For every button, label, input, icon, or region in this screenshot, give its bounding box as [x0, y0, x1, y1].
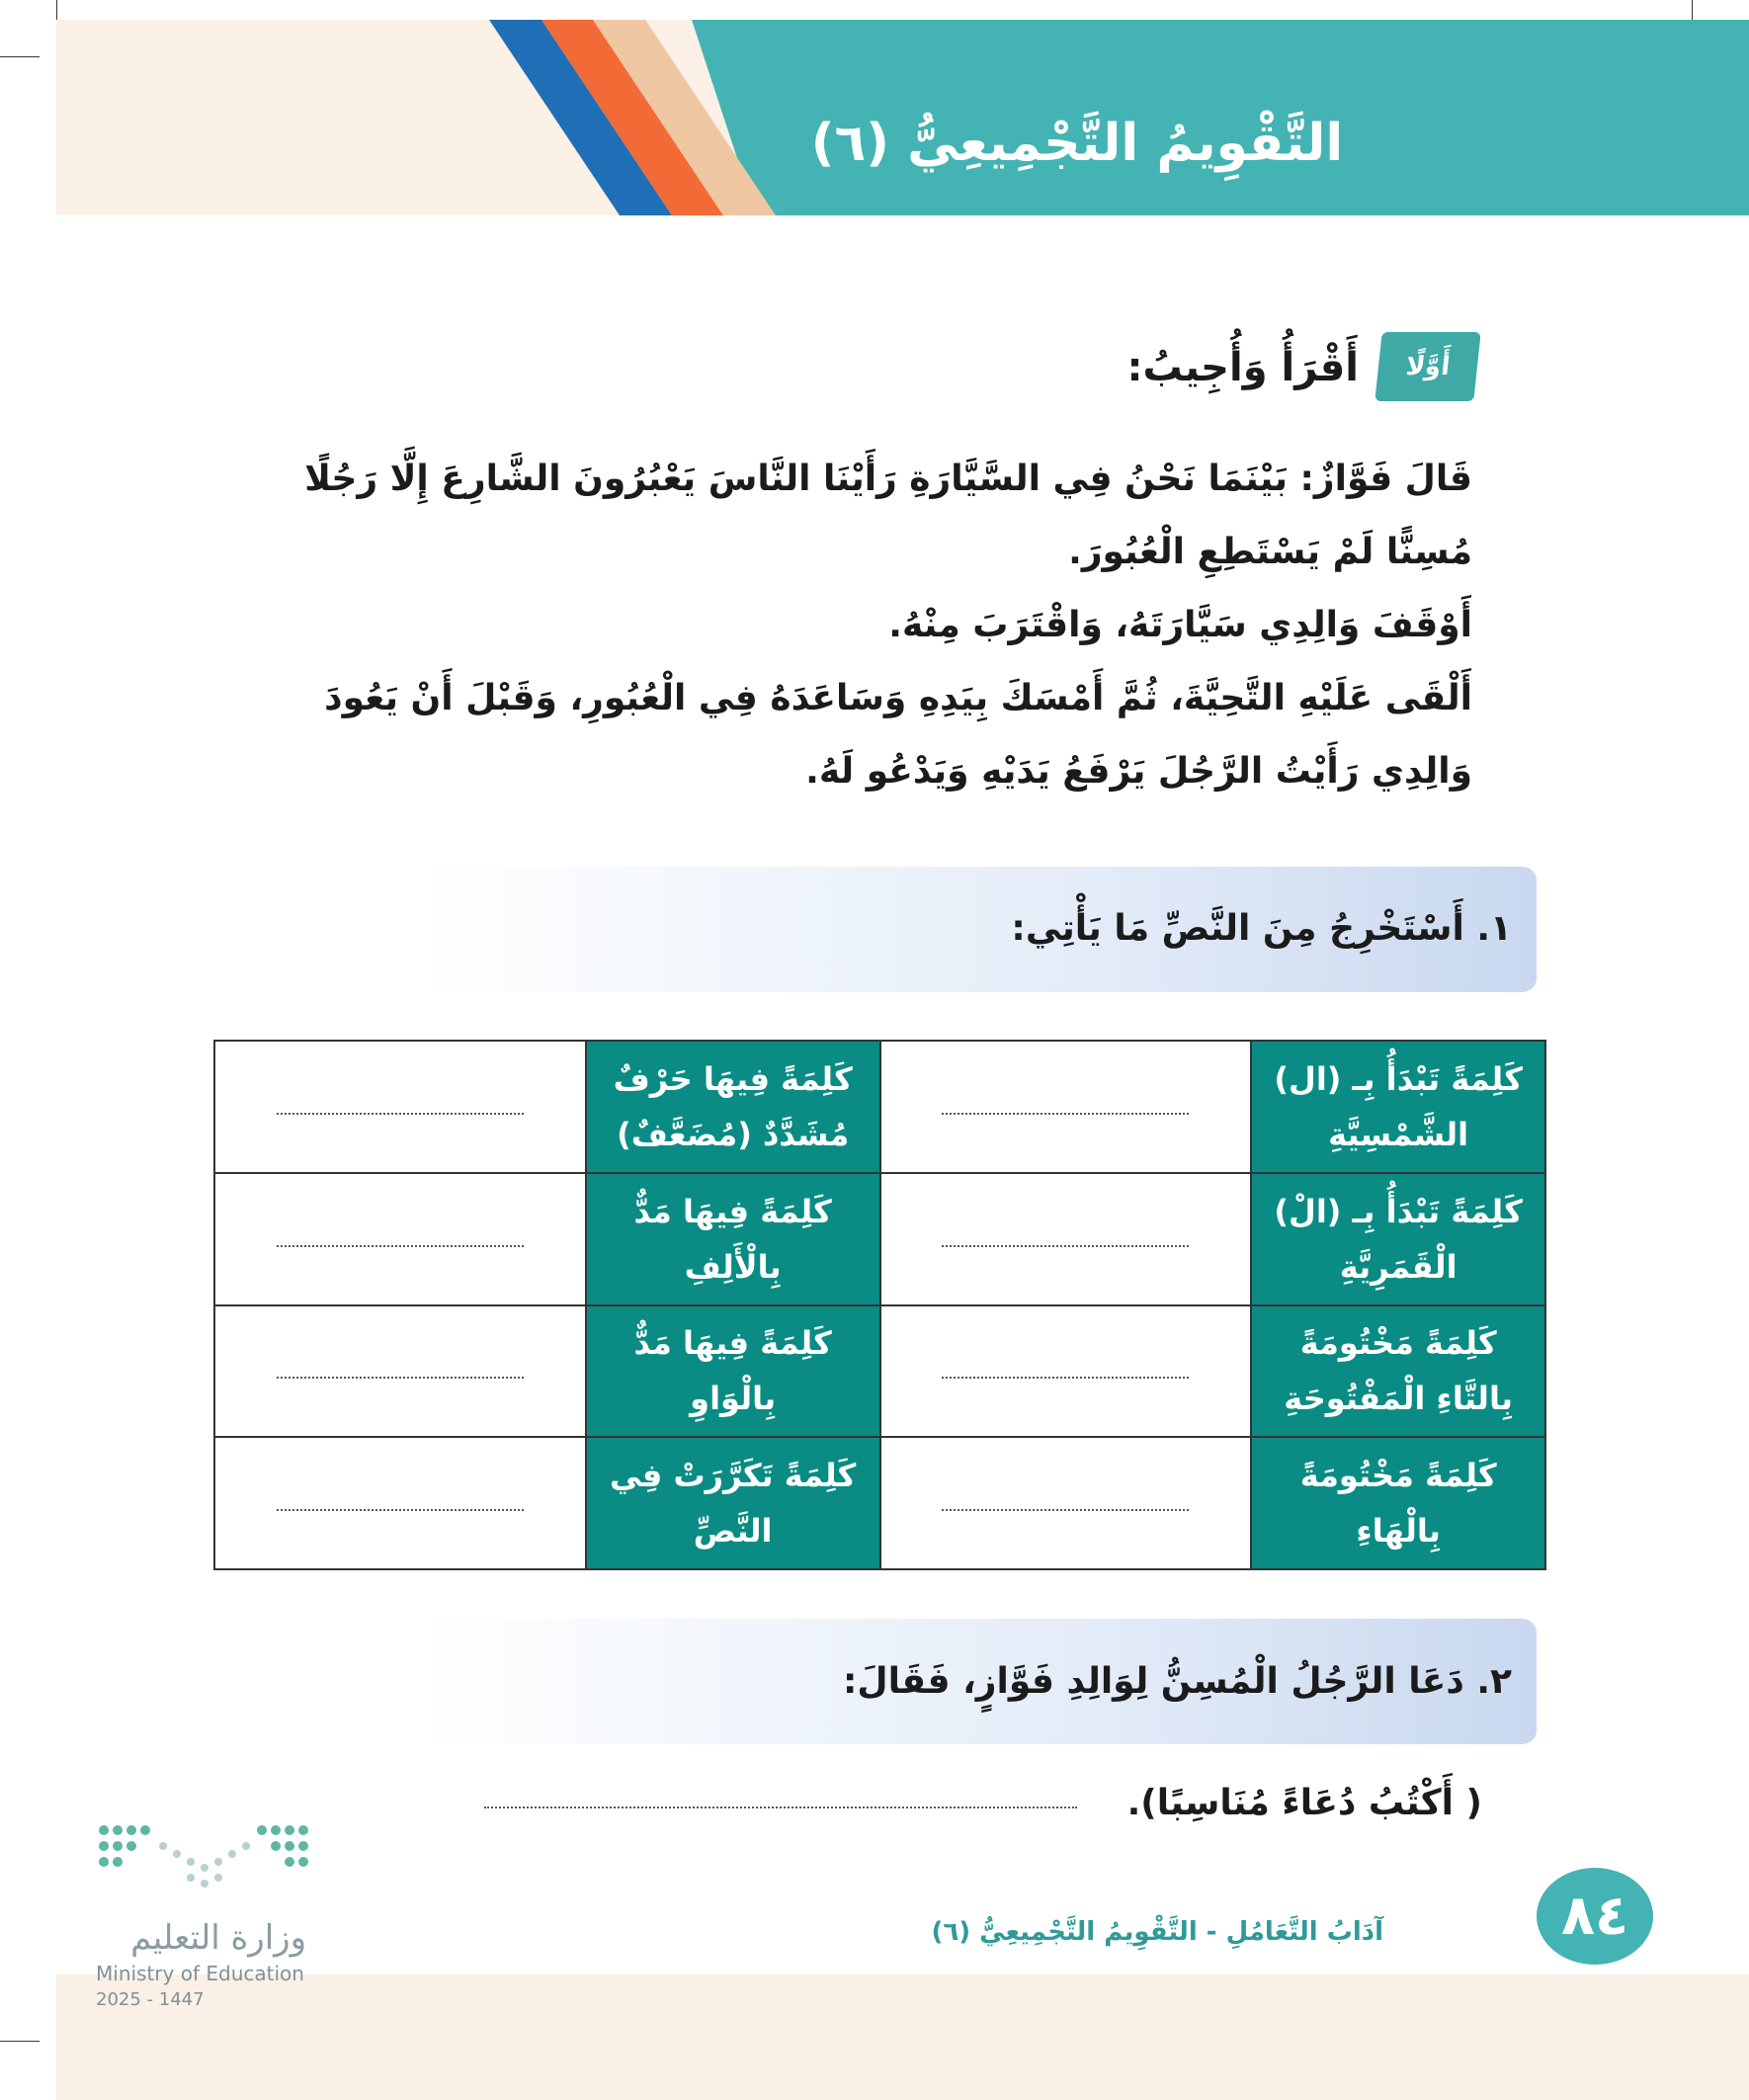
passage-paragraph: أَوْقَفَ وَالِدِي سَيَّارَتَهُ، وَاقْتَرَبَ مِنْهُ. — [888, 605, 1472, 645]
table-label: كَلِمَةً تَبْدَأُ بِـ (الْ) الْقَمَرِيَّةِ — [1251, 1173, 1545, 1305]
answer-cell[interactable] — [880, 1437, 1252, 1569]
answer-dotted-line — [942, 1227, 1189, 1247]
table-row — [214, 1437, 1545, 1569]
ministry-name-arabic: وزارة التعليم — [130, 1918, 306, 1958]
answer-cell[interactable] — [214, 1305, 586, 1438]
answer-dotted-line — [942, 1359, 1189, 1379]
answer-dotted-line — [277, 1359, 524, 1379]
answer-cell[interactable] — [214, 1173, 586, 1305]
answer-dotted-line — [942, 1491, 1189, 1511]
table-row — [214, 1173, 1545, 1305]
table-label: كَلِمَةً فِيهَا مَدٌّ بِالْأَلِفِ — [586, 1173, 880, 1305]
passage-paragraph: قَالَ فَوَّازٌ: بَيْنَمَا نَحْنُ فِي السَّيَّارَةِ رَأَيْنَا النَّاسَ يَعْبُرُونَ الشَّارِعَ إِلَّا رَجُلًا مُسِنًّا لَمْ يَسْتَطِعِ الْعُبُورَ. — [304, 459, 1472, 572]
table-label: كَلِمَةً مَخْتُومَةً بِالْهَاءِ — [1251, 1437, 1545, 1569]
table-row — [214, 1041, 1545, 1173]
answer-cell[interactable] — [880, 1305, 1252, 1438]
answer-cell[interactable] — [214, 1437, 586, 1569]
section-title: أَقْرَأُ وَأُجِيبُ: — [1126, 345, 1359, 390]
answer-cell[interactable] — [880, 1041, 1252, 1173]
answer-dotted-line — [277, 1491, 524, 1511]
answer-dotted-line — [942, 1095, 1189, 1115]
answer-dotted-line — [277, 1095, 524, 1115]
write-dotted-line[interactable] — [484, 1806, 1077, 1808]
table-label: كَلِمَةً فِيهَا حَرْفٌ مُشَدَّدٌ (مُضَعَّفٌ) — [586, 1041, 880, 1173]
ministry-name-english: Ministry of Education — [96, 1962, 304, 1985]
question-2-text: ٢. دَعَا الرَّجُلُ الْمُسِنُّ لِوَالِدِ فَوَّازٍ، فَقَالَ: — [842, 1661, 1512, 1702]
table-label: كَلِمَةً تَبْدَأُ بِـ (ال) الشَّمْسِيَّةِ — [1251, 1041, 1545, 1173]
answer-cell[interactable] — [880, 1173, 1252, 1305]
page-title: التَّقْوِيمُ التَّجْمِيعِيُّ (٦) — [810, 114, 1344, 173]
table-label: كَلِمَةً فِيهَا مَدٌّ بِالْوَاوِ — [586, 1305, 880, 1438]
footer-book-title: آدَابُ التَّعَامُلِ - التَّقْوِيمُ التَّجْمِيعِيُّ (٦) — [931, 1917, 1383, 1947]
write-instruction: ( أَكْتُبُ دُعَاءً مُنَاسِبًا). — [1126, 1783, 1482, 1823]
page-number: ٨٤ — [1537, 1868, 1653, 1965]
table-label: كَلِمَةً تَكَرَّرَتْ فِي النَّصِّ — [586, 1437, 880, 1569]
ministry-logo-icon — [94, 1818, 311, 1907]
extraction-table — [213, 1040, 1546, 1570]
answer-cell[interactable] — [214, 1041, 586, 1173]
answer-dotted-line — [277, 1227, 524, 1247]
ministry-year: 2025 - 1447 — [96, 1989, 205, 2010]
crop-mark — [0, 56, 40, 57]
section-badge: أَوَّلًا — [1374, 332, 1480, 401]
table-row — [214, 1305, 1545, 1438]
question-1-text: ١. أَسْتَخْرِجُ مِنَ النَّصِّ مَا يَأْتِي: — [1011, 908, 1512, 949]
table-label: كَلِمَةً مَخْتُومَةً بِالتَّاءِ الْمَفْتُوحَةِ — [1251, 1305, 1545, 1438]
footer-background — [56, 1974, 1749, 2100]
write-prayer-row — [484, 1769, 1482, 1838]
crop-mark — [0, 2041, 40, 2042]
passage-paragraph: أَلْقَى عَلَيْهِ التَّحِيَّةَ، ثُمَّ أَمْسَكَ بِيَدِهِ وَسَاعَدَهُ فِي الْعُبُورِ، وَقَبْلَ أَنْ يَعُودَ وَالِدِي رَأَيْتُ الرَّجُلَ يَرْفَعُ يَدَيْهِ وَيَدْعُو لَهُ. — [324, 678, 1472, 792]
reading-passage — [237, 443, 1472, 808]
